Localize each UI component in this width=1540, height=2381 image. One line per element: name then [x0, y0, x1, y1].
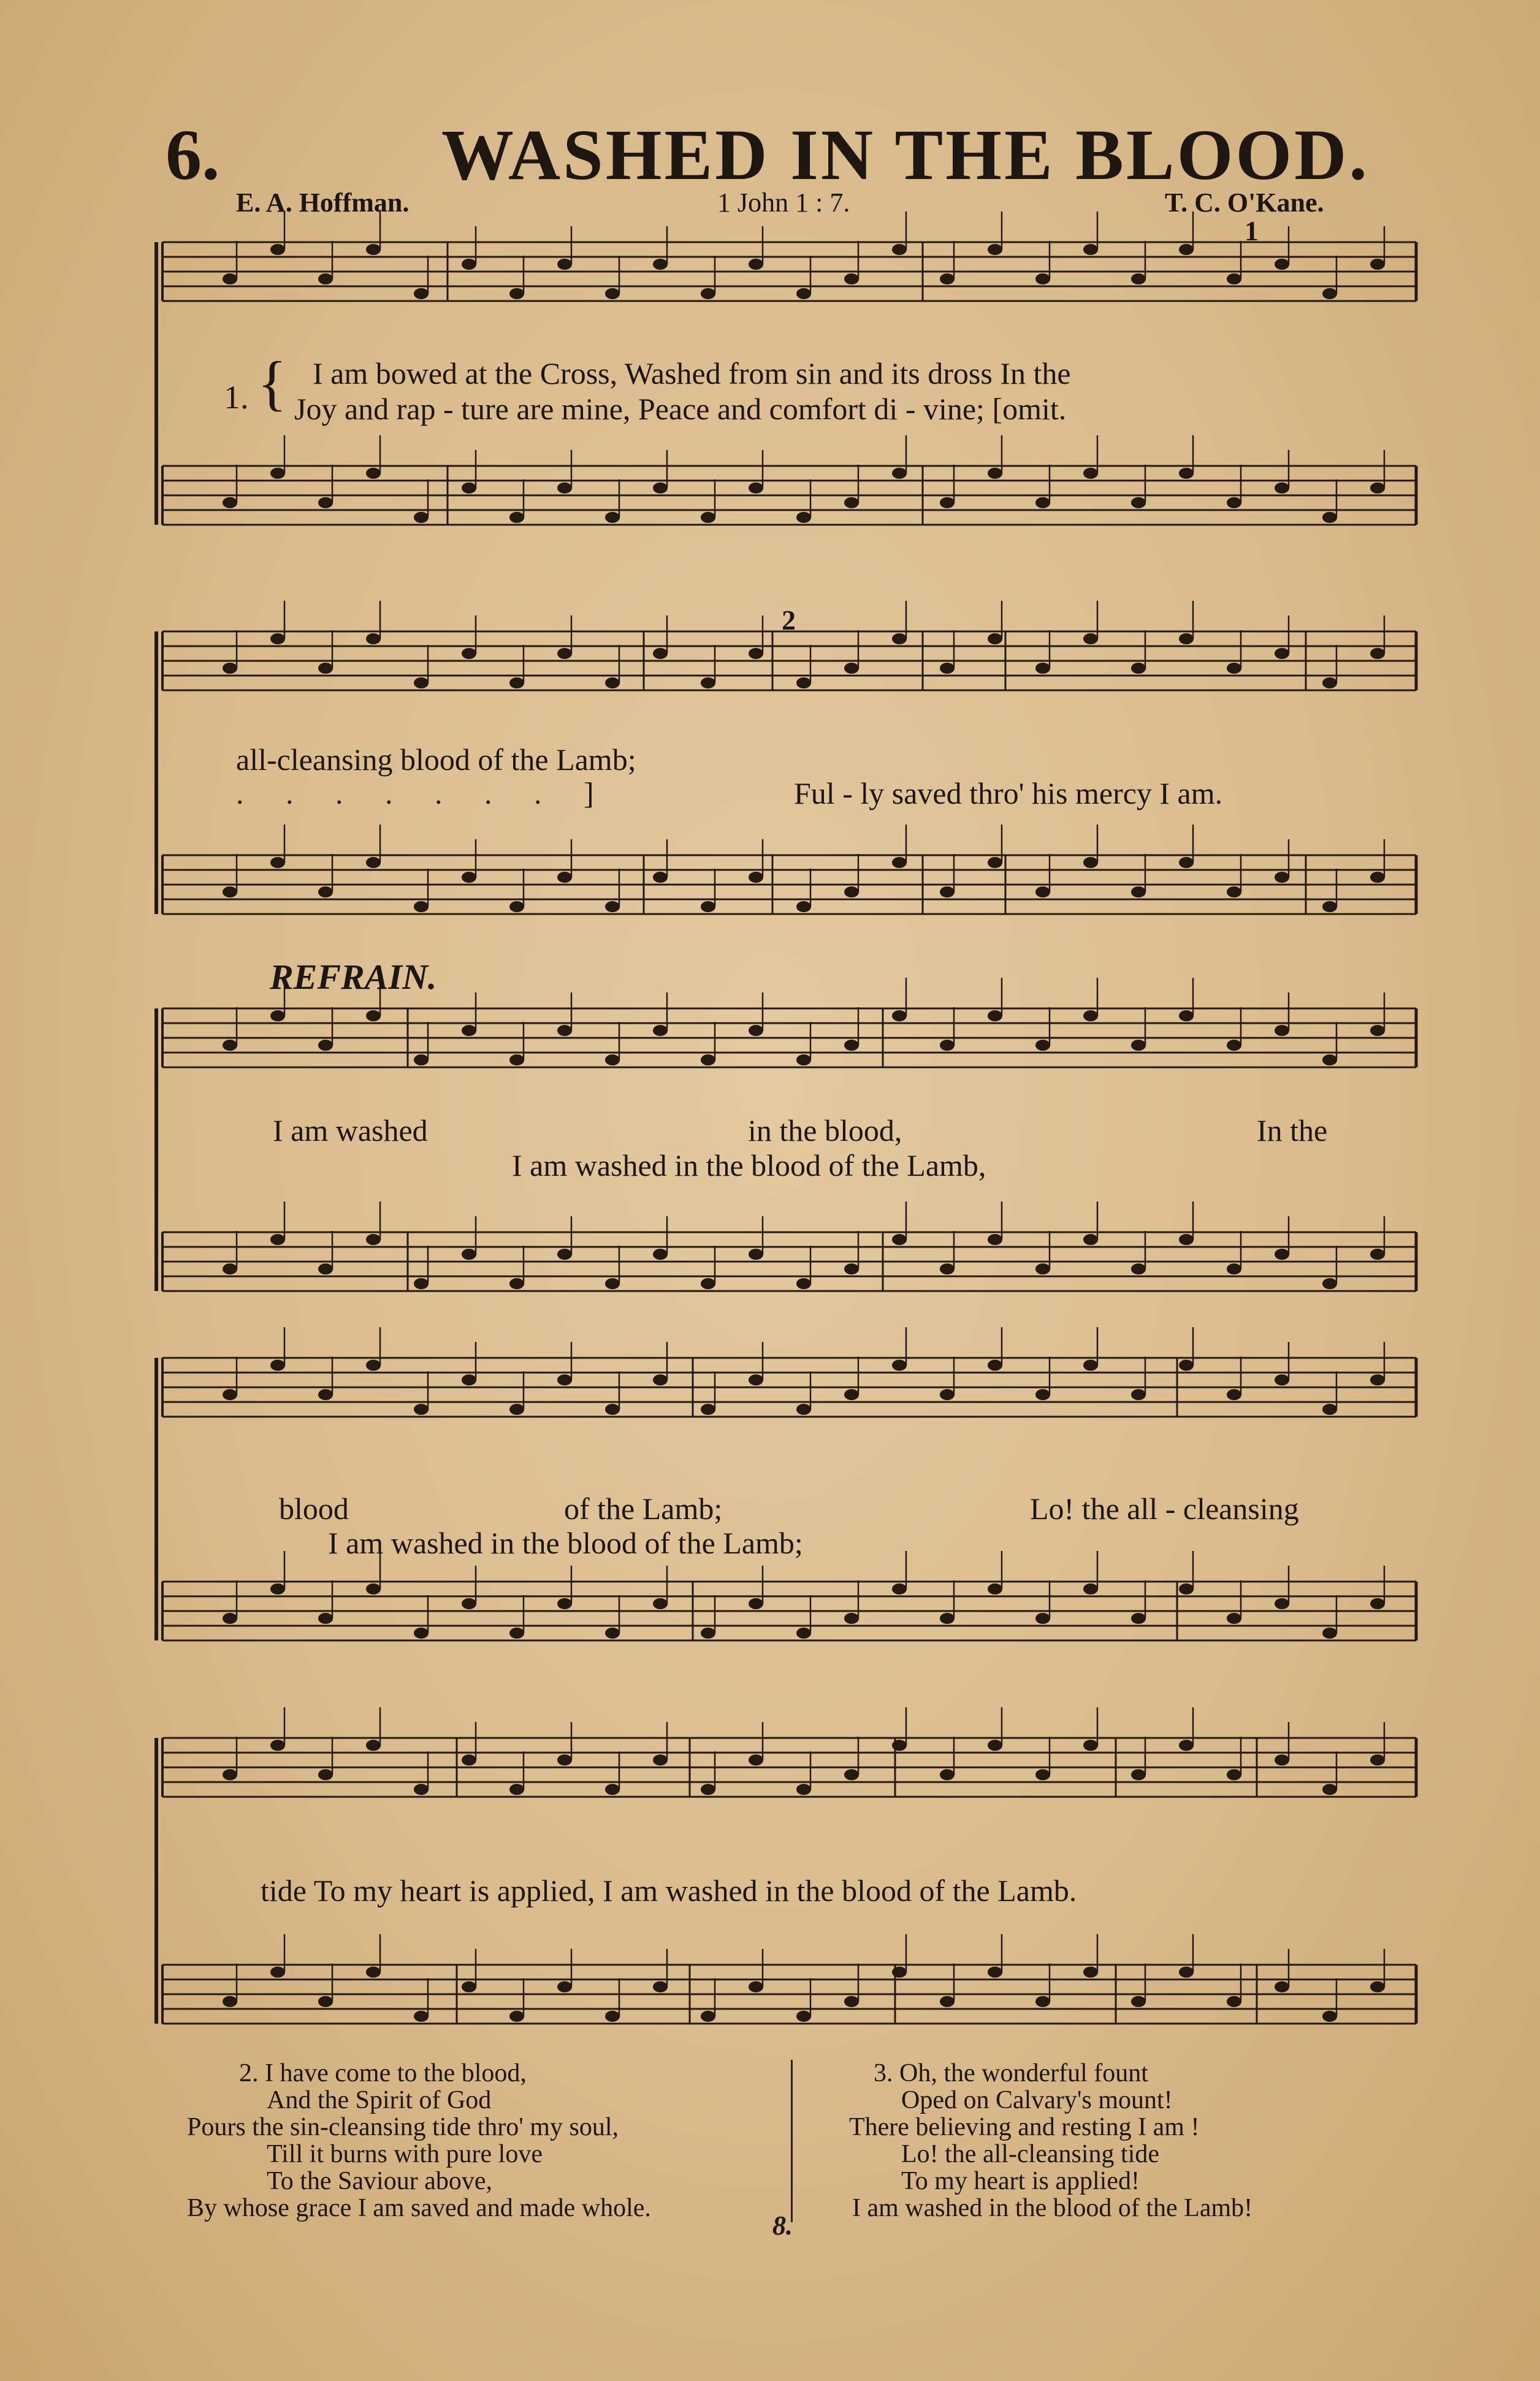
notehead	[892, 857, 907, 868]
notehead	[653, 1981, 668, 1992]
notehead	[270, 1360, 285, 1371]
notehead	[701, 1278, 715, 1289]
notehead	[749, 1025, 763, 1036]
notehead	[1322, 1784, 1337, 1795]
notehead	[223, 497, 237, 508]
notehead	[1275, 1981, 1289, 1992]
notehead	[270, 1234, 285, 1245]
system1-lyric-line2: Joy and rap - ture are mine, Peace and comfort di - vine; [omit.	[294, 392, 1067, 426]
notehead	[318, 1769, 333, 1780]
notehead	[796, 1404, 811, 1415]
verse-3-line: Oped on Calvary's mount!	[901, 2086, 1173, 2114]
notehead	[1179, 1583, 1194, 1594]
verse-3-line: I am washed in the blood of the Lamb!	[852, 2194, 1253, 2222]
hymn-title: WASHED IN THE BLOOD.	[441, 115, 1370, 195]
notehead	[892, 1740, 907, 1751]
notehead	[1275, 1249, 1289, 1260]
hymn-number: 6.	[166, 115, 220, 195]
notehead	[1370, 1598, 1385, 1609]
system2-lyric-line1: all-cleansing blood of the Lamb;	[236, 742, 636, 777]
system2-ending-marks: . . . . . . . ]	[236, 776, 611, 810]
notehead	[1131, 1769, 1146, 1780]
notehead	[1035, 1389, 1050, 1400]
notehead	[749, 1754, 763, 1766]
notehead	[366, 633, 381, 644]
notehead	[557, 1249, 572, 1260]
notehead	[414, 2011, 429, 2022]
notehead	[844, 1769, 859, 1780]
notehead	[1035, 663, 1050, 674]
notehead	[318, 497, 333, 508]
notehead	[414, 1404, 429, 1415]
notehead	[557, 872, 572, 883]
notehead	[1083, 857, 1098, 868]
notehead	[1035, 1263, 1050, 1274]
notehead	[223, 1613, 237, 1624]
notehead	[701, 512, 715, 523]
notehead	[366, 1360, 381, 1371]
notehead	[270, 1010, 285, 1021]
notehead	[1275, 1025, 1289, 1036]
notehead	[509, 1278, 524, 1289]
notehead	[653, 1754, 668, 1766]
notehead	[653, 1598, 668, 1609]
notehead	[1083, 244, 1098, 255]
notehead	[605, 1404, 620, 1415]
notehead	[749, 259, 763, 270]
notehead	[270, 1740, 285, 1751]
notehead	[1322, 1278, 1337, 1289]
notehead	[1227, 1040, 1241, 1051]
notehead	[414, 1054, 429, 1065]
notehead	[1131, 1613, 1146, 1624]
notehead	[318, 1040, 333, 1051]
notehead	[844, 663, 859, 674]
notehead	[1275, 1598, 1289, 1609]
notehead	[462, 1374, 476, 1385]
notehead	[1179, 1967, 1194, 1978]
notehead	[557, 1025, 572, 1036]
notehead	[844, 886, 859, 897]
notehead	[1322, 1404, 1337, 1415]
notehead	[796, 1054, 811, 1065]
notehead	[1131, 1389, 1146, 1400]
notehead	[1083, 468, 1098, 479]
notehead	[270, 244, 285, 255]
notehead	[1227, 1389, 1241, 1400]
notehead	[270, 1967, 285, 1978]
notehead	[844, 273, 859, 284]
system4-lyric-line1c: Lo! the all - cleansing	[1030, 1491, 1299, 1526]
notehead	[366, 1967, 381, 1978]
notehead	[509, 677, 524, 688]
notehead	[1035, 273, 1050, 284]
notehead	[749, 1374, 763, 1385]
notehead	[462, 1249, 476, 1260]
notehead	[749, 482, 763, 493]
notehead	[509, 1784, 524, 1795]
notehead	[1035, 1040, 1050, 1051]
notehead	[223, 1769, 237, 1780]
notehead	[1035, 1613, 1050, 1624]
notehead	[653, 482, 668, 493]
notehead	[605, 2011, 620, 2022]
notehead	[462, 1025, 476, 1036]
verse-2-line: By whose grace I am saved and made whole.	[187, 2194, 651, 2222]
notehead	[1275, 482, 1289, 493]
notehead	[1322, 288, 1337, 299]
notehead	[749, 648, 763, 659]
notehead	[414, 512, 429, 523]
notehead	[844, 1996, 859, 2007]
notehead	[796, 1628, 811, 1639]
notehead	[796, 1784, 811, 1795]
ending-1-label: 1	[1245, 215, 1259, 246]
verse-3-line: Lo! the all-cleansing tide	[901, 2140, 1160, 2168]
notehead	[796, 288, 811, 299]
notehead	[988, 1583, 1002, 1594]
notehead	[462, 482, 476, 493]
notehead	[1322, 1628, 1337, 1639]
lyric-brace: {	[257, 349, 287, 417]
notehead	[605, 1054, 620, 1065]
notehead	[605, 1628, 620, 1639]
notehead	[701, 1628, 715, 1639]
notehead	[1370, 1374, 1385, 1385]
notehead	[462, 1598, 476, 1609]
notehead	[223, 663, 237, 674]
refrain-lyric-line1c: In the	[1257, 1113, 1328, 1148]
notehead	[1131, 663, 1146, 674]
notehead	[366, 1583, 381, 1594]
system4-lyric-line1a: blood	[279, 1491, 349, 1526]
notehead	[1179, 1010, 1194, 1021]
notehead	[940, 1040, 955, 1051]
notehead	[988, 857, 1002, 868]
notehead	[844, 497, 859, 508]
notehead	[1227, 273, 1241, 284]
notehead	[1322, 1054, 1337, 1065]
scripture-reference: 1 John 1 : 7.	[717, 188, 850, 218]
notehead	[1083, 633, 1098, 644]
notehead	[366, 1010, 381, 1021]
verse-3	[846, 2060, 1435, 2222]
notehead	[1131, 1996, 1146, 2007]
notehead	[1227, 886, 1241, 897]
ending-2-label: 2	[782, 604, 796, 636]
notehead	[653, 1249, 668, 1260]
notehead	[988, 633, 1002, 644]
notehead	[796, 2011, 811, 2022]
notehead	[462, 1981, 476, 1992]
notehead	[892, 1234, 907, 1245]
notehead	[557, 259, 572, 270]
notehead	[749, 1249, 763, 1260]
notehead	[1179, 468, 1194, 479]
notehead	[701, 677, 715, 688]
notehead	[1179, 1740, 1194, 1751]
notehead	[1083, 1583, 1098, 1594]
notehead	[270, 633, 285, 644]
notehead	[1227, 497, 1241, 508]
notehead	[509, 2011, 524, 2022]
notehead	[557, 1598, 572, 1609]
notehead	[749, 872, 763, 883]
notehead	[270, 1583, 285, 1594]
notehead	[605, 677, 620, 688]
notehead	[1227, 1613, 1241, 1624]
notehead	[892, 468, 907, 479]
notehead	[557, 1754, 572, 1766]
refrain-label: REFRAIN.	[270, 957, 437, 997]
notehead	[1370, 1754, 1385, 1766]
refrain-lyric-line2: I am washed in the blood of the Lamb,	[512, 1148, 986, 1183]
notehead	[1322, 901, 1337, 912]
notehead	[796, 901, 811, 912]
notehead	[653, 648, 668, 659]
notehead	[1035, 1769, 1050, 1780]
notehead	[605, 1278, 620, 1289]
notehead	[318, 663, 333, 674]
verse-3-line: To my heart is applied!	[901, 2167, 1140, 2195]
notehead	[940, 886, 955, 897]
notehead	[462, 648, 476, 659]
notehead	[1322, 677, 1337, 688]
notehead	[1131, 1263, 1146, 1274]
notehead	[1370, 1249, 1385, 1260]
notehead	[509, 901, 524, 912]
notehead	[1035, 497, 1050, 508]
notehead	[318, 886, 333, 897]
notehead	[988, 1740, 1002, 1751]
notehead	[223, 1389, 237, 1400]
notehead	[701, 1054, 715, 1065]
notehead	[988, 1360, 1002, 1371]
notehead	[988, 468, 1002, 479]
notehead	[223, 1996, 237, 2007]
notehead	[270, 468, 285, 479]
notehead	[1131, 886, 1146, 897]
system4-lyric-line2: I am washed in the blood of the Lamb;	[328, 1526, 803, 1560]
notehead	[414, 677, 429, 688]
composer-credit: T. C. O'Kane.	[1165, 188, 1324, 218]
notehead	[940, 663, 955, 674]
verse-3-line: There believing and resting I am !	[849, 2113, 1200, 2141]
notehead	[509, 1628, 524, 1639]
notehead	[557, 648, 572, 659]
notehead	[462, 872, 476, 883]
notehead	[1131, 497, 1146, 508]
notehead	[414, 288, 429, 299]
notehead	[940, 1769, 955, 1780]
notehead	[892, 1010, 907, 1021]
notehead	[1179, 244, 1194, 255]
notehead	[988, 1967, 1002, 1978]
notehead	[892, 633, 907, 644]
notehead	[318, 1263, 333, 1274]
notehead	[749, 1598, 763, 1609]
notehead	[1370, 1025, 1385, 1036]
verse-divider	[791, 2060, 793, 2222]
notehead	[940, 497, 955, 508]
notehead	[605, 288, 620, 299]
notehead	[1179, 633, 1194, 644]
notehead	[653, 259, 668, 270]
notehead	[1035, 1996, 1050, 2007]
notehead	[605, 512, 620, 523]
notehead	[1370, 648, 1385, 659]
verse-2-line: 2. I have come to the blood,	[239, 2059, 527, 2087]
notehead	[223, 273, 237, 284]
verse-2-line: To the Saviour above,	[267, 2167, 492, 2195]
notehead	[1370, 482, 1385, 493]
notehead	[414, 1784, 429, 1795]
notehead	[318, 1613, 333, 1624]
notehead	[1322, 2011, 1337, 2022]
notehead	[653, 1374, 668, 1385]
notehead	[1227, 1996, 1241, 2007]
verse-number: 1.	[224, 379, 249, 416]
notehead	[1370, 259, 1385, 270]
notehead	[701, 288, 715, 299]
notehead	[223, 886, 237, 897]
notehead	[749, 1981, 763, 1992]
notehead	[1179, 857, 1194, 868]
notehead	[223, 1040, 237, 1051]
notehead	[892, 1967, 907, 1978]
notehead	[844, 1040, 859, 1051]
notehead	[366, 1234, 381, 1245]
refrain-lyric-line1a: I am washed	[273, 1113, 428, 1148]
notehead	[366, 1740, 381, 1751]
verse-2-line: And the Spirit of God	[267, 2086, 492, 2114]
notehead	[366, 468, 381, 479]
notehead	[844, 1389, 859, 1400]
notehead	[653, 1025, 668, 1036]
notehead	[414, 1628, 429, 1639]
notehead	[1370, 1981, 1385, 1992]
notehead	[557, 482, 572, 493]
notehead	[366, 857, 381, 868]
notehead	[1275, 259, 1289, 270]
notehead	[557, 1374, 572, 1385]
notehead	[1275, 648, 1289, 659]
notehead	[1083, 1010, 1098, 1021]
notehead	[844, 1613, 859, 1624]
notehead	[270, 857, 285, 868]
notehead	[1227, 1263, 1241, 1274]
system5-lyric-line1: tide To my heart is applied, I am washed in the blood of the Lamb.	[261, 1873, 1077, 1908]
notehead	[988, 1234, 1002, 1245]
notehead	[701, 2011, 715, 2022]
notehead	[940, 1389, 955, 1400]
author-credit: E. A. Hoffman.	[236, 188, 410, 218]
notehead	[509, 288, 524, 299]
notehead	[318, 1389, 333, 1400]
verse-2-line: Pours the sin-cleansing tide thro' my soul,	[187, 2113, 619, 2141]
notehead	[1227, 663, 1241, 674]
system1-lyric-line1: I am bowed at the Cross, Washed from sin and its dross In the	[313, 356, 1071, 390]
notehead	[940, 1613, 955, 1624]
notehead	[1227, 1769, 1241, 1780]
notehead	[509, 1404, 524, 1415]
system2-lyric-line2: Ful - ly saved thro' his mercy I am.	[794, 776, 1223, 810]
notehead	[796, 1278, 811, 1289]
notehead	[1083, 1360, 1098, 1371]
notehead	[318, 1996, 333, 2007]
notehead	[1131, 1040, 1146, 1051]
notehead	[1035, 886, 1050, 897]
notehead	[844, 1263, 859, 1274]
notehead	[653, 872, 668, 883]
notehead	[462, 259, 476, 270]
notehead	[557, 1981, 572, 1992]
notehead	[892, 1360, 907, 1371]
notehead	[796, 677, 811, 688]
notehead	[701, 1404, 715, 1415]
notehead	[892, 1583, 907, 1594]
notehead	[1083, 1234, 1098, 1245]
notehead	[940, 1263, 955, 1274]
notehead	[701, 901, 715, 912]
notehead	[1275, 1374, 1289, 1385]
notehead	[509, 512, 524, 523]
notehead	[414, 901, 429, 912]
notehead	[414, 1278, 429, 1289]
notehead	[1275, 1754, 1289, 1766]
notehead	[1179, 1360, 1194, 1371]
verse-3-line: 3. Oh, the wonderful fount	[874, 2059, 1148, 2087]
verse-2-line: Till it burns with pure love	[267, 2140, 543, 2168]
notehead	[940, 273, 955, 284]
notehead	[1275, 872, 1289, 883]
notehead	[892, 244, 907, 255]
notehead	[1131, 273, 1146, 284]
notehead	[988, 244, 1002, 255]
notehead	[1083, 1740, 1098, 1751]
notehead	[366, 244, 381, 255]
verse-2	[184, 2060, 785, 2222]
page-number: 8.	[772, 2211, 793, 2241]
notehead	[1083, 1967, 1098, 1978]
refrain-lyric-line1b: in the blood,	[748, 1113, 902, 1148]
system4-lyric-line1b: of the Lamb;	[564, 1491, 723, 1526]
notehead	[1322, 512, 1337, 523]
notehead	[1370, 872, 1385, 883]
notehead	[940, 1996, 955, 2007]
notehead	[988, 1010, 1002, 1021]
notehead	[796, 512, 811, 523]
notehead	[462, 1754, 476, 1766]
notehead	[318, 273, 333, 284]
notehead	[223, 1263, 237, 1274]
notehead	[701, 1784, 715, 1795]
notehead	[605, 901, 620, 912]
notehead	[605, 1784, 620, 1795]
notehead	[1179, 1234, 1194, 1245]
notehead	[509, 1054, 524, 1065]
